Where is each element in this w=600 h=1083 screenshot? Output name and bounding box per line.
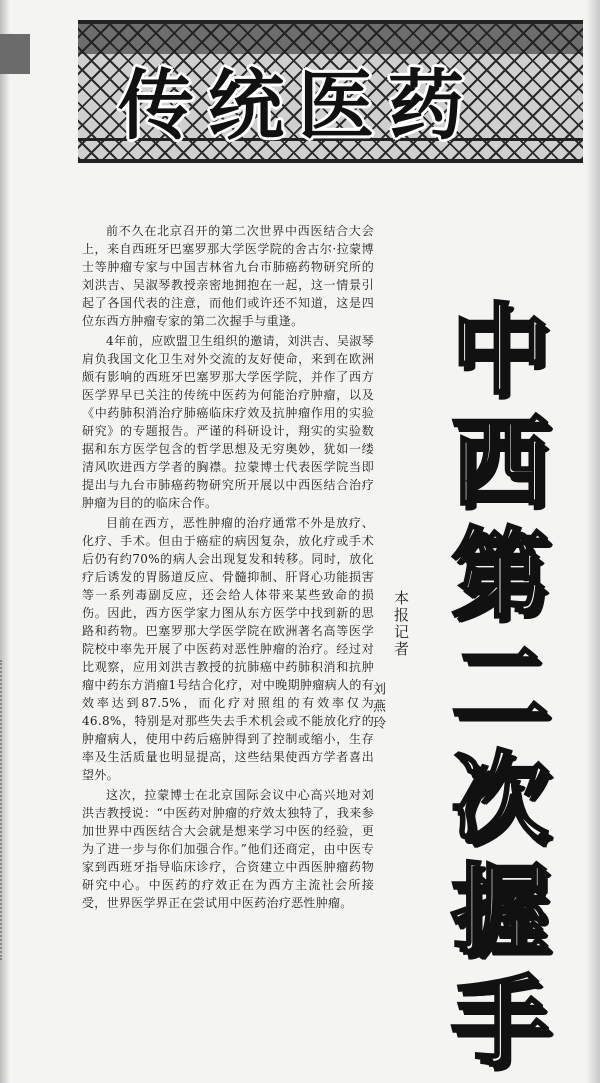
section-banner <box>78 20 583 163</box>
headline-char: 次 <box>450 741 549 856</box>
headline-char: 第 <box>450 517 549 632</box>
margin-marks <box>0 660 8 960</box>
section-title: 传统医药 <box>118 61 478 150</box>
paragraph-2: 4年前，应欧盟卫生组织的邀请，刘洪吉、吴淑琴肩负我国文化卫生对外交流的友好使命，来到在欧洲颇有影响的西班牙巴塞罗那大学医学院，并作了西方医学界早已关注的传统中医药为何能治疗肿瘤，以及《中药肺积消治疗肺癌临床疗效及抗肿瘤作用的实验研究》的专题报告。严谨的科研设计，翔实的实验数据和东方医学包含的哲学思想及无穷奥妙，犹如一缕清风吹进西方学者的胸襟。拉蒙博士代表医学院当即提出与九台市肺癌药物研究所开展以中西医结合治疗肿瘤为目的的临床合作。 <box>82 334 374 510</box>
byline <box>372 590 412 733</box>
paragraph-4: 这次，拉蒙博士在北京国际会议中心高兴地对刘洪吉教授说：“中医药对肿瘤的疗效太独特了，我来参加世界中西医结合大会就是想来学习中医的经验，更为了进一步与你们加强合作。”他们还商定，由中医专家到西班牙指导临床诊疗，合资建立中西医肿瘤药物研究中心。中医药的疗效正在为西方主流社会所接受，世界医学界正在尝试用中医药治疗恶性肿瘤。 <box>82 788 374 910</box>
banner-shade <box>78 24 583 54</box>
page-corner-mark <box>0 34 30 74</box>
headline-char: 西 <box>450 405 549 520</box>
byline-author: 刘燕玲 <box>370 682 385 733</box>
headline-char: 手 <box>450 965 549 1080</box>
headline-char: 中 <box>450 293 549 408</box>
scan-edge-right <box>586 0 600 1083</box>
paragraph-1: 前不久在北京召开的第二次世界中西医结合大会上，来自西班牙巴塞罗那大学医学院的舍古尔·拉蒙博士等肿瘤专家与中国吉林省九台市肺癌药物研究所的刘洪吉、吴淑琴教授亲密地拥抱在一起，这一情景引起了各国代表的注意，而他们或许还不知道，这是四位东西方肿瘤专家的第二次握手与重逢。 <box>82 224 374 328</box>
vertical-headline <box>435 293 565 1080</box>
paragraph-3: 目前在西方，恶性肿瘤的治疗通常不外是放疗、化疗、手术。但由于癌症的病因复杂，放化疗或手术后仍有约70%的病人会出现复发和转移。同时，放化疗后诱发的胃肠道反应、骨髓抑制、肝肾心功能损害等一系列毒副反应，还会给人体带来某些致命的损伤。因此，西方医学家力图从东方医学中找到新的思路和药物。巴塞罗那大学医学院在欧洲著名高等医学院校中率先开展了中医药对恶性肿瘤的治疗。经过对比观察，应用刘洪吉教授的抗肺癌中药肺积消和抗肿瘤中药东方消瘤1号结合化疗，对中晚期肿瘤病人的有效率达到87.5%，而化疗对照组的有效率仅为46.8%，特别是对那些失去手术机会或不能放化疗的肿瘤病人，使用中药后癌肿得到了控制或缩小，生存率及生活质量也明显提高，这些结果使西方学者喜出望外。 <box>82 516 374 782</box>
headline-char: 二 <box>450 629 549 744</box>
article-body <box>82 222 374 912</box>
byline-label: 本报记者 <box>392 590 410 658</box>
headline-char: 握 <box>450 853 549 968</box>
